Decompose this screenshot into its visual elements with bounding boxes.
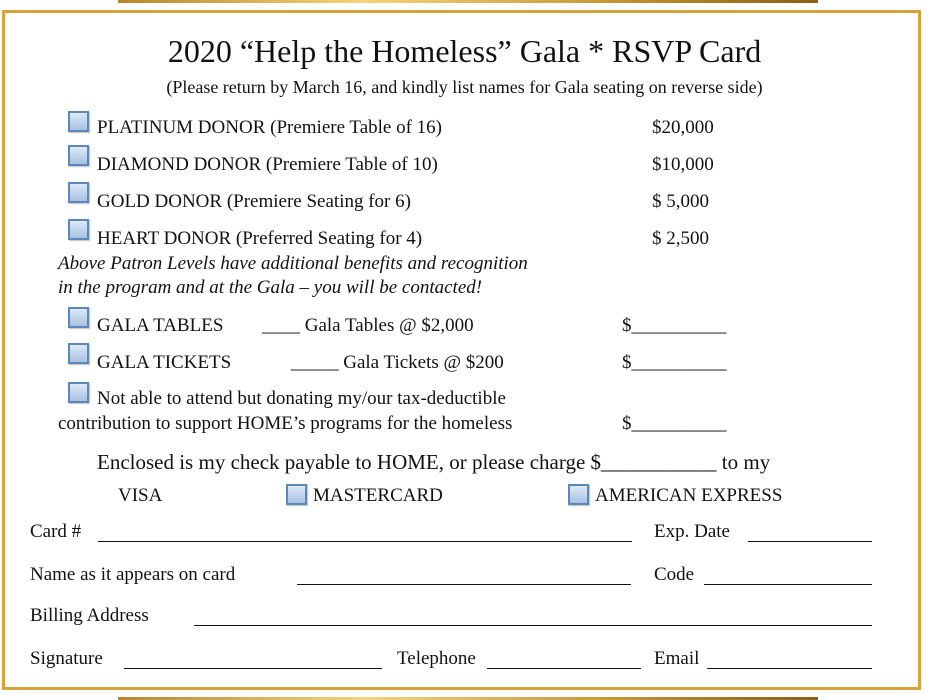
donation-amount[interactable]: $__________ (622, 413, 727, 434)
gala-tickets-amount[interactable]: $__________ (622, 352, 727, 373)
billing-address-label: Billing Address (30, 605, 149, 626)
mastercard-label: MASTERCARD (313, 485, 443, 506)
platinum-checkbox[interactable] (68, 111, 89, 132)
exp-date-label: Exp. Date (654, 521, 730, 542)
donation-line2: contribution to support HOME’s programs for the homeless (58, 413, 513, 434)
visa-label: VISA (118, 485, 163, 506)
telephone-field[interactable] (487, 668, 641, 669)
card-border (2, 10, 921, 690)
donation-line1: Not able to attend but donating my/our tax-deductible (97, 388, 506, 409)
amex-checkbox[interactable] (568, 484, 589, 505)
heart-checkbox[interactable] (68, 219, 89, 240)
gala-tickets-quantity[interactable]: _____ Gala Tickets @ $200 (291, 352, 504, 373)
diamond-checkbox[interactable] (68, 145, 89, 166)
gold-checkbox[interactable] (68, 182, 89, 203)
platinum-label: PLATINUM DONOR (Premiere Table of 16) (97, 117, 443, 138)
diamond-amount: $10,000 (652, 154, 714, 175)
page-title: 2020 “Help the Homeless” Gala * RSVP Card (167, 33, 762, 69)
gala-tables-quantity[interactable]: ____ Gala Tables @ $2,000 (262, 315, 474, 336)
email-label: Email (654, 648, 700, 669)
gala-tables-checkbox[interactable] (68, 307, 89, 328)
code-field[interactable] (704, 584, 872, 585)
card-number-label: Card # (30, 521, 82, 542)
patron-note-line1: Above Patron Levels have additional benefits and recognition (58, 253, 528, 274)
gala-tickets-checkbox[interactable] (68, 343, 89, 364)
telephone-label: Telephone (397, 648, 476, 669)
gold-amount: $ 5,000 (652, 191, 709, 212)
gala-tables-amount[interactable]: $__________ (622, 315, 727, 336)
heart-label: HEART DONOR (Preferred Seating for 4) (97, 228, 423, 249)
code-label: Code (654, 564, 695, 585)
patron-note-line2: in the program and at the Gala – you will be contacted! (58, 277, 483, 298)
top-gold-rule (118, 0, 818, 3)
amex-label: AMERICAN EXPRESS (595, 485, 783, 506)
email-field[interactable] (707, 668, 872, 669)
heart-amount: $ 2,500 (652, 228, 709, 249)
platinum-amount: $20,000 (652, 117, 714, 138)
gala-tables-label: GALA TABLES (97, 315, 224, 336)
donation-checkbox[interactable] (68, 382, 89, 403)
exp-date-field[interactable] (748, 541, 872, 542)
name-on-card-field[interactable] (297, 584, 631, 585)
billing-address-field[interactable] (194, 625, 872, 626)
page-subtitle: (Please return by March 16, and kindly list names for Gala seating on reverse side) (166, 77, 763, 97)
mastercard-checkbox[interactable] (286, 484, 307, 505)
diamond-label: DIAMOND DONOR (Premiere Table of 10) (97, 154, 438, 175)
gala-tickets-label: GALA TICKETS (97, 352, 232, 373)
name-on-card-label: Name as it appears on card (30, 564, 236, 585)
gold-label: GOLD DONOR (Premiere Seating for 6) (97, 191, 411, 212)
signature-label: Signature (30, 648, 103, 669)
card-number-field[interactable] (98, 541, 632, 542)
signature-field[interactable] (124, 668, 382, 669)
payment-enclosed-text: Enclosed is my check payable to HOME, or please charge $___________ to my (97, 450, 771, 474)
